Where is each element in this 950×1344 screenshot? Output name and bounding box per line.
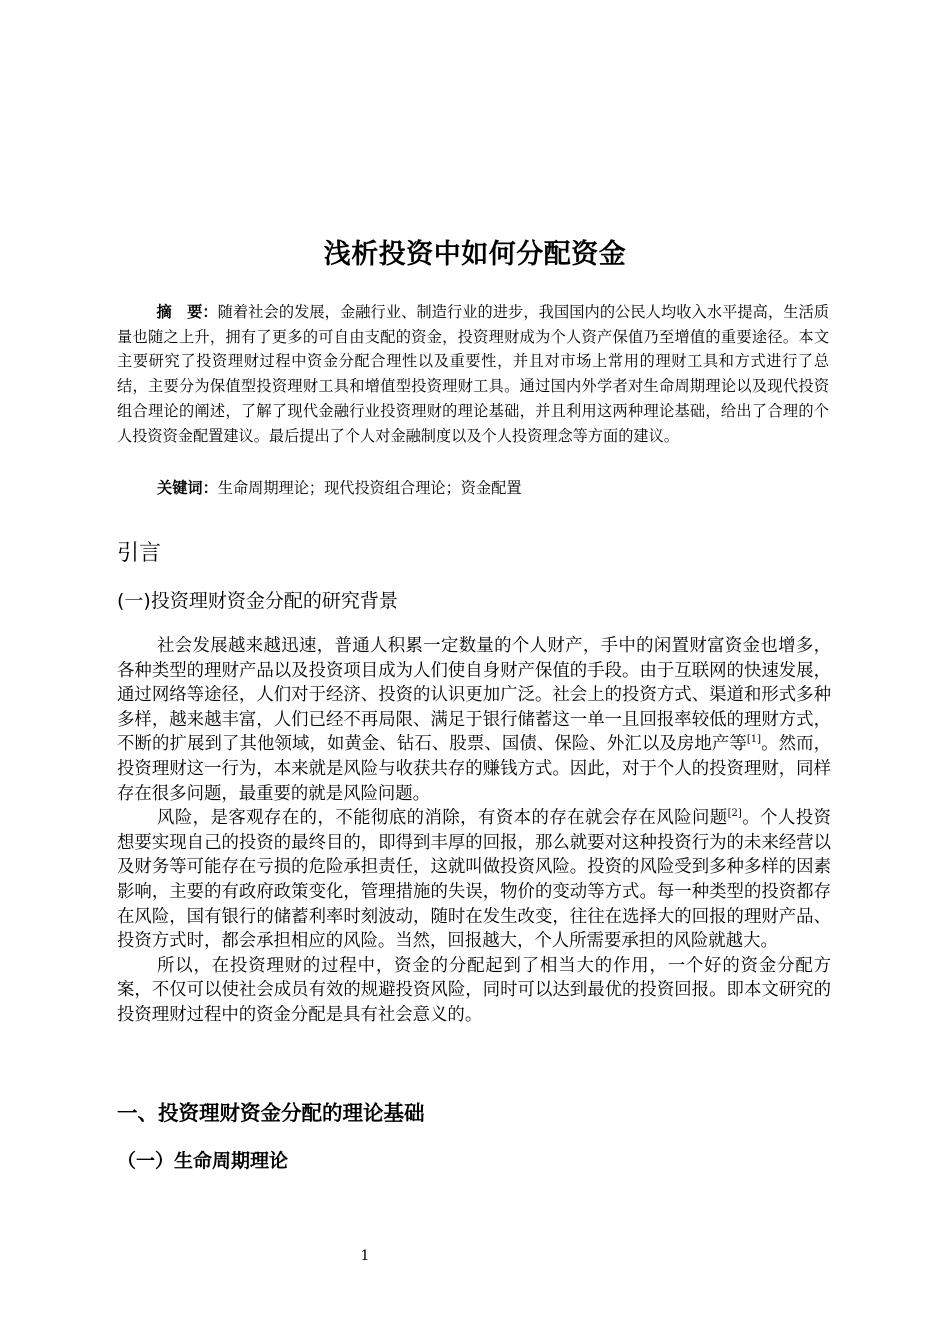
keywords-text: 生命周期理论；现代投资组合理论；资金配置 (217, 479, 522, 497)
heading-intro: 引言 (117, 541, 162, 566)
citation-ref-2: [2] (727, 808, 742, 820)
abstract-label: 摘 要： (156, 303, 218, 321)
heading-section-1: 一、投资理财资金分配的理论基础 (117, 1101, 425, 1125)
keywords-label: 关键词： (157, 479, 218, 497)
paragraph-1-text-b: 。然而，投资理财这一行为，本来就是风险与收获共存的赚钱方式。因此，对于个人的投资理财，同样存在很多问题，最重要的就是风险问题。 (117, 734, 831, 804)
keywords-block (157, 476, 522, 500)
page-number: 1 (360, 1248, 370, 1264)
heading-research-background: (一)投资理财资金分配的研究背景 (117, 590, 398, 612)
paragraph-2-text-a: 风险，是客观存在的，不能彻底的消除，有资本的存在就会存在风险问题 (157, 808, 728, 829)
paragraph-3: 所以，在投资理财的过程中，资金的分配起到了相当大的作用，一个好的资金分配方案，不仅可以使社会成员有效的规避投资风险，同时可以达到最优的投资回报。即本文研究的投资理财过程中的资金分配是具有社会意义的。 (117, 955, 831, 1025)
abstract-text: 随着社会的发展，金融行业、制造行业的进步，我国国内的公民人均收入水平提高，生活质量也随之上升，拥有了更多的可自由支配的资金，投资理财成为个人资产保值乃至增值的重要途径。本文主要研究了投资理财过程中资金分配合理性以及重要性，并且对市场上常用的理财工具和方式进行了总结，主要分为保值型投资理财工具和增值型投资理财工具。通过国内外学者对生命周期理论以及现代投资组合理论的阐述，了解了现代金融行业投资理财的理论基础，并且利用这两种理论基础，给出了合理的个人投资资金配置建议。最后提出了个人对金融制度以及个人投资理念等方面的建议。 (117, 303, 830, 445)
paragraph-1-text-a: 社会发展越来越迅速，普通人积累一定数量的个人财产，手中的闲置财富资金也增多，各种类型的理财产品以及投资项目成为人们使自身财产保值的手段。由于互联网的快速发展，通过网络等途径，人们对于经济、投资的认识更加广泛。社会上的投资方式、渠道和形式多种多样，越来越丰富，人们已经不再局限、满足于银行储蓄这一单一且回报率较低的理财方式，不断的扩展到了其他领域，如黄金、钻石、股票、国债、保险、外汇以及房地产等 (117, 636, 831, 755)
citation-ref-1: [1] (746, 734, 761, 746)
paragraph-1 (117, 634, 831, 806)
body-text (117, 634, 831, 1028)
paper-title: 浅析投资中如何分配资金 (323, 239, 627, 270)
abstract-block (117, 300, 829, 448)
paragraph-2-text-b: 。个人投资想要实现自己的投资的最终目的，即得到丰厚的回报，那么就要对这种投资行为的未来经营以及财务等可能存在亏损的危险承担责任，这就叫做投资风险。投资的风险受到多种多样的因素影响，主要的有政府政策变化，管理措施的失误，物价的变动等方式。每一种类型的投资都存在风险，国有银行的储蓄利率时刻波动，随时在发生改变，往往在选择大的回报的理财产品、投资方式时，都会承担相应的风险。当然，回报越大，个人所需要承担的风险就越大。 (117, 808, 831, 952)
heading-life-cycle-theory: （一）生命周期理论 (117, 1150, 289, 1172)
paragraph-2 (117, 806, 831, 954)
